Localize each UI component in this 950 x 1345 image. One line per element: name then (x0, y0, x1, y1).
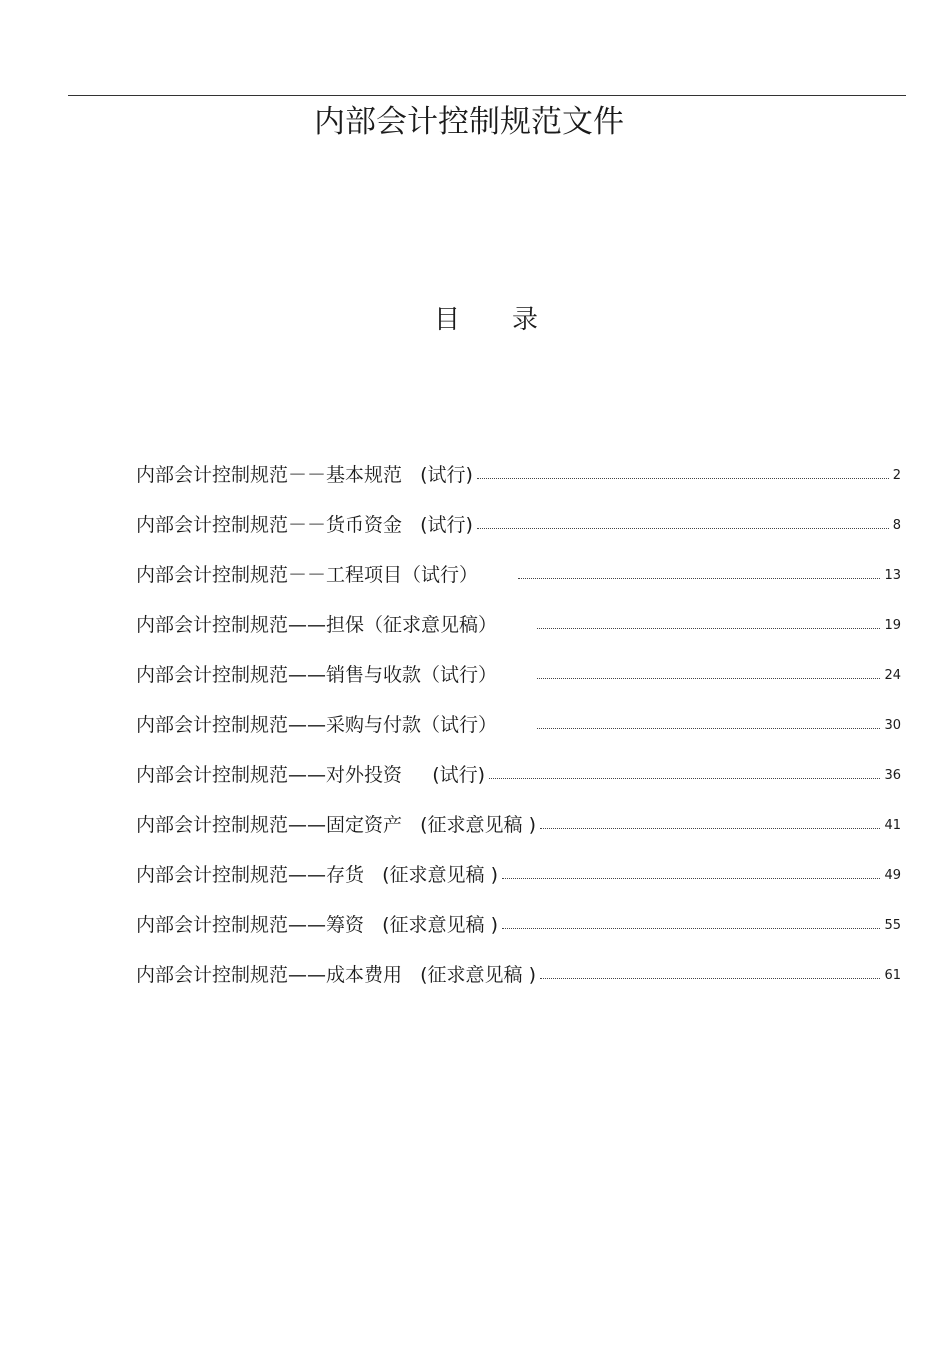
toc-entry-title: 内部会计控制规范——存货 (征求意见稿 ) (136, 864, 498, 886)
toc-entry[interactable] (136, 652, 901, 702)
toc-entry[interactable] (136, 752, 901, 802)
toc-entry-title: 内部会计控制规范－－货币资金 (试行) (136, 514, 473, 536)
toc-entry-title: 内部会计控制规范－－工程项目（试行） (136, 564, 479, 586)
toc-entry[interactable] (136, 502, 901, 552)
toc-entry[interactable] (136, 902, 901, 952)
toc-heading (0, 302, 950, 338)
toc-entry-page: 55 (884, 918, 901, 933)
toc-entry-page: 8 (892, 518, 901, 533)
toc-leader (540, 978, 880, 979)
toc-entry-title: 内部会计控制规范——筹资 (征求意见稿 ) (136, 914, 498, 936)
toc-leader (540, 828, 880, 829)
toc-entry-page: 36 (884, 768, 901, 783)
toc-leader (502, 878, 880, 879)
toc-entry-page: 49 (884, 868, 901, 883)
toc-leader (518, 578, 880, 579)
toc-entry-title: 内部会计控制规范——采购与付款（试行） (136, 714, 498, 736)
toc-entry[interactable] (136, 452, 901, 502)
toc-entry[interactable] (136, 802, 901, 852)
toc-entry[interactable] (136, 852, 901, 902)
toc-entry-page: 13 (884, 568, 901, 583)
toc-leader (537, 628, 880, 629)
toc-entry[interactable] (136, 952, 901, 1002)
toc-leader (489, 778, 880, 779)
toc-leader (537, 728, 880, 729)
toc-entry-title: 内部会计控制规范－－基本规范 (试行) (136, 464, 473, 486)
toc-entry-page: 2 (892, 468, 901, 483)
toc-leader (477, 528, 889, 529)
toc-entry[interactable] (136, 702, 901, 752)
toc-entry-page: 24 (884, 668, 901, 683)
toc-entry-title: 内部会计控制规范——担保（征求意见稿） (136, 614, 498, 636)
toc-heading-char-1: 目 (433, 305, 460, 335)
toc-entry-page: 41 (884, 818, 901, 833)
toc-entry[interactable] (136, 602, 901, 652)
toc-entry-title: 内部会计控制规范——成本费用 (征求意见稿 ) (136, 964, 536, 986)
toc-leader (477, 478, 889, 479)
toc-leader (502, 928, 880, 929)
header-rule (68, 95, 906, 96)
document-title: 内部会计控制规范文件 (314, 104, 624, 140)
toc-entry-page: 19 (884, 618, 901, 633)
toc-entry[interactable] (136, 552, 901, 602)
toc-entry-title: 内部会计控制规范——销售与收款（试行） (136, 664, 498, 686)
toc-entry-page: 30 (884, 718, 901, 733)
toc-leader (537, 678, 880, 679)
toc-entry-page: 61 (884, 968, 901, 983)
toc-entry-title: 内部会计控制规范——固定资产 (征求意见稿 ) (136, 814, 536, 836)
toc-heading-char-2: 录 (512, 305, 539, 335)
toc-list (136, 452, 901, 1002)
toc-entry-title: 内部会计控制规范——对外投资 (试行) (136, 764, 486, 786)
